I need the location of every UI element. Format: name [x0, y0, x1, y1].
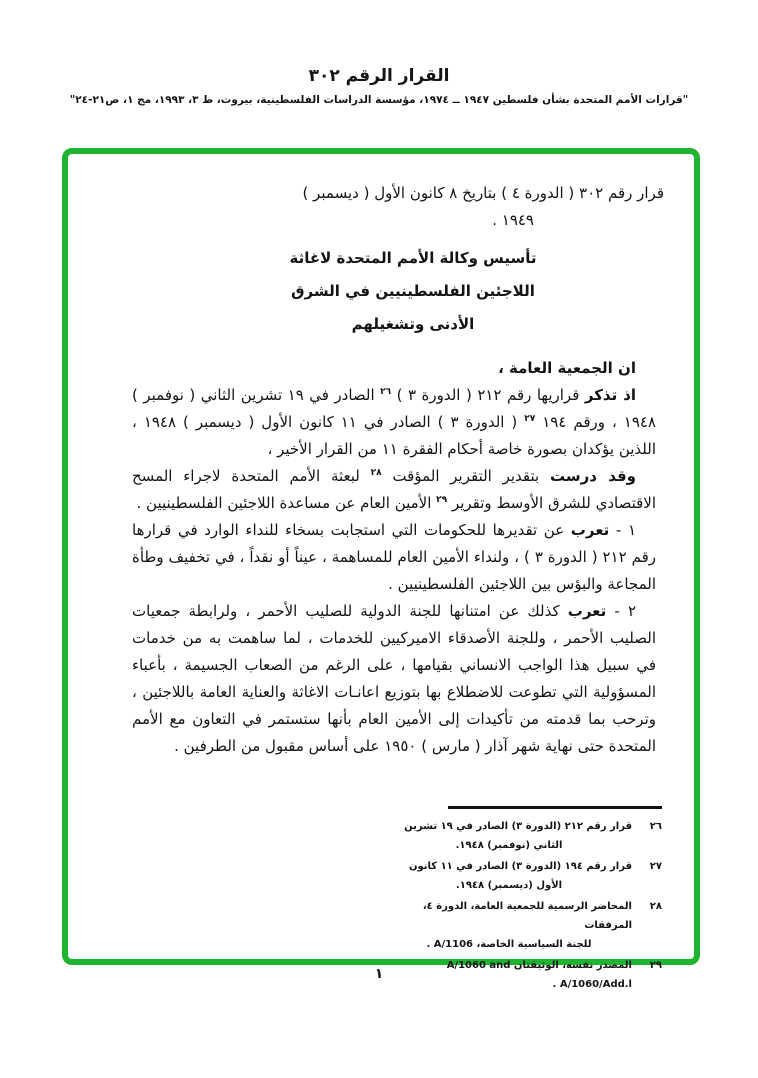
resolution-heading-date: ١٩٤٩ . [492, 211, 534, 229]
footnote-text: قرار رقم ٢١٢ (الدورة ٣) الصادر في ١٩ تشرين الثاني (نوفمبر) ١٩٤٨. [404, 821, 632, 851]
paragraph-recalling: اذ تذكر قراريها رقم ٢١٢ ( الدورة ٣ ) $^{٢٦}$ الصادر في ١٩ تشرين الثاني ( نوفمبر ) ١٩٤٨ ، ورقم ١٩٤ $^{٢٧}$ ( الدورة ٣ ) الصادر في ١١ كانون الأول ( ديسمبر ) ١٩٤٨ ، اللذين يؤكدان بصورة خاصة أحكام الفقرة ١١ من القرار الأخير ، [132, 386, 656, 458]
source-citation: "قرارات الأمم المتحدة بشأن فلسطين ١٩٤٧ ــ ١٩٧٤، مؤسسة الدراسات الفلسطينية، بيروت، ط ٣، ١٩٩٣، مج ١، ص٢١-٢٤" [69, 94, 689, 106]
page-title: القرار الرقم ٣٠٢ [308, 66, 450, 86]
paragraph-preamble-assembly: ان الجمعية العامة ، [498, 359, 636, 377]
paragraph-having-examined: وقد درست بتقدير التقرير المؤقت $^{٢٨}$ لبعثة الأمم المتحدة لاجراء المسح الاقتصادي للشرق الأوسط وتقرير $^{٢٩}$ الأمين العام عن مساعدة اللاجئين الفلسطينيين . [132, 467, 656, 512]
resolution-frame-border [62, 148, 700, 990]
paragraph-operative-2: ٢ - تعرب كذلك عن امتنانها للجنة الدولية للصليب الأحمر ، ولرابطة جمعيات الصليب الأحمر ، وللجنة الأصدقاء الاميركيين للخدمات ، لما ساهمت به من خدمات في سبيل هذا الواجب الانساني بقيامها ، على الرغم من الصعاب الجسيمة ، بأعباء المسؤولية التي تطوعت للاضطلاع بها بتوزيع اعانـات الاغاثة والعناية العامة باللاجئين ، وترحب بما قدمته من تأكيدات إلى الأمين العام بأنها ستستمر في التعاون مع الأمم المتحدة حتى نهاية شهر آذار ( مارس ) ١٩٥٠ على أساس مقبول من الطرفين . [132, 602, 656, 755]
footnote-item [386, 857, 662, 895]
footnote-number: ٢٦ [649, 821, 662, 832]
footnote-number: ٢٧ [649, 861, 662, 872]
footnote-item [386, 897, 662, 954]
page-header [0, 66, 758, 106]
footnote-text: قرار رقم ١٩٤ (الدورة ٣) الصادر في ١١ كانون الأول (ديسمبر) ١٩٤٨. [408, 861, 632, 891]
resolution-subject-title [222, 242, 604, 341]
resolution-heading-line1: قرار رقم ٣٠٢ ( الدورة ٤ ) بتاريخ ٨ كانون الأول ( ديسمبر ) [302, 184, 664, 202]
resolution-body [132, 180, 664, 760]
subject-line: تأسيس وكالة الأمم المتحدة لاغاثة [289, 249, 537, 267]
subject-line: الأدنى وتشغيلهم [351, 315, 475, 333]
footnote-item [386, 817, 662, 855]
footnote-number: ٢٨ [649, 901, 662, 912]
paragraph-operative-1: ١ - تعرب عن تقديرها للحكومات التي استجابت بسخاء للنداء الوارد في قرارها رقم ٢١٢ ( الدورة ٣ ) ، ولنداء الأمين العام للمساهمة ، عيناً أو نقداً ، في تخفيف وطأة المجاعة والبؤس بين اللاجئين الفلسطينيين . [132, 521, 657, 593]
footnote-text: المحاضر الرسمية للجمعية العامة، الدورة ٤، المرفقات للجنة السياسية الخاصة، A/1106 . [422, 901, 632, 950]
page-number: ١ [374, 966, 384, 982]
footnote-divider [448, 806, 662, 809]
footnote-text: المصدر نفسه، الوثيقتان A/1060 and A/1060/Add.l . [446, 960, 632, 990]
subject-line: اللاجئين الفلسطينيين في الشرق [291, 282, 535, 300]
footnote-number: ٢٩ [649, 960, 662, 971]
